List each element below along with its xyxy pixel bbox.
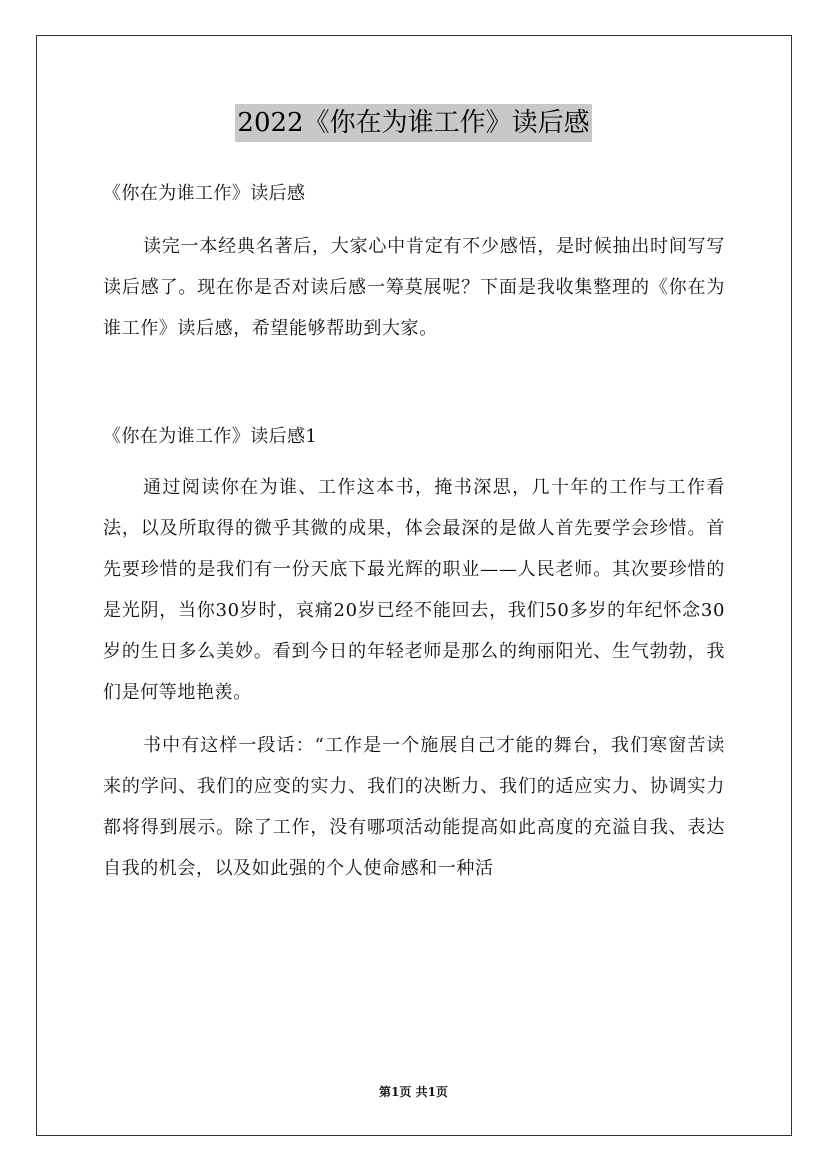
title-container [0, 104, 827, 142]
section-heading-1: 《你在为谁工作》读后感1 [103, 426, 318, 447]
page-footer [0, 1083, 827, 1100]
page-number: 第1页 共1页 [379, 1085, 448, 1099]
body-paragraph-1: 通过阅读你在为谁、工作这本书，掩书深思，几十年的工作与工作看法，以及所取得的微乎其微的成果，体会最深的是做人首先要学会珍惜。首先要珍惜的是我们有一份天底下最光辉的职业——人民老师。其次要珍惜的是光阴，当你30岁时，哀痛20岁已经不能回去，我们50多岁的年纪怀念30岁的生日多么美妙。看到今日的年轻老师是那么的绚丽阳光、生气勃勃，我们是何等地艳羡。 [103, 477, 725, 703]
body-paragraph-2: 书中有这样一段话：“工作是一个施展自己才能的舞台，我们寒窗苦读来的学问、我们的应变的实力、我们的决断力、我们的适应实力、协调实力都将得到展示。除了工作，没有哪项活动能提高如此高度的充溢自我、表达自我的机会，以及如此强的个人使命感和一种活 [103, 735, 725, 879]
intro-paragraph: 读完一本经典名著后，大家心中肯定有不少感悟，是时候抽出时间写写读后感了。现在你是否对读后感一筹莫展呢？下面是我收集整理的《你在为谁工作》读后感，希望能够帮助到大家。 [103, 236, 725, 339]
document-title: 2022《你在为谁工作》读后感 [235, 104, 591, 142]
section-heading-intro: 《你在为谁工作》读后感 [103, 183, 306, 204]
document-body [103, 176, 725, 889]
